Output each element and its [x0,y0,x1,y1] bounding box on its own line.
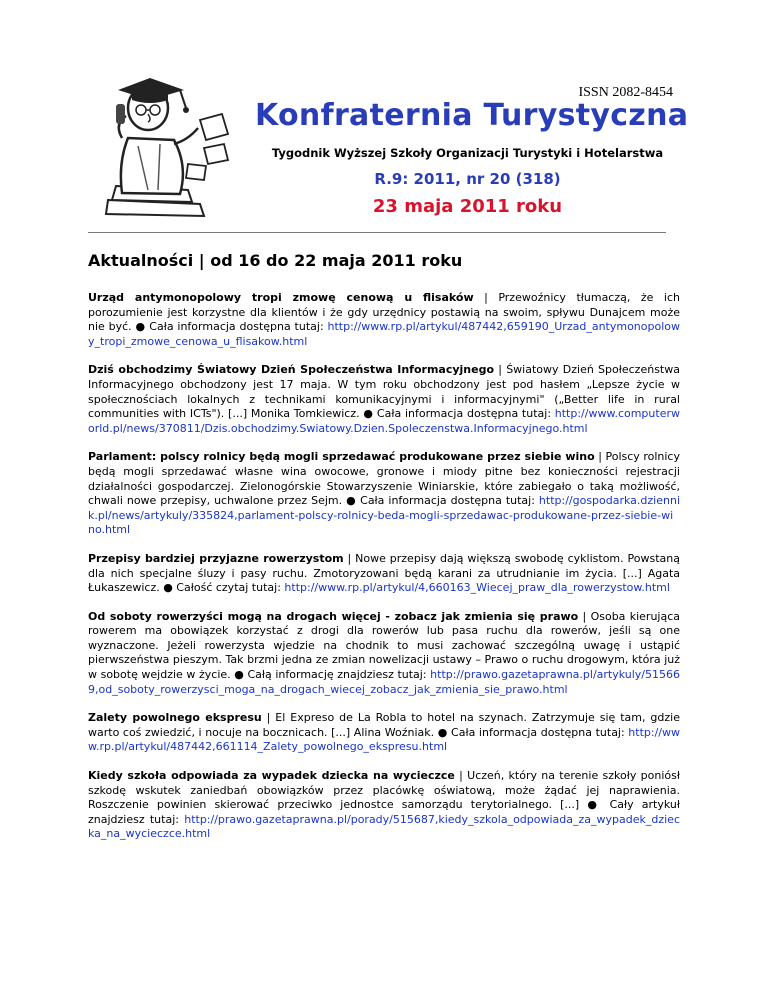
article-body: | Przewoźnicy tłumaczą, że ich porozumienie jest korzystne dla klientów i że gdy urzędnicy postawią na swoim, spływu Dunajcem może nie być. ● Cała informacja dostępna tutaj: [88,291,680,334]
scholar-mascot-logo [88,68,250,218]
article-headline: Dziś obchodzimy Światowy Dzień Społeczeństwa Informacyjnego [88,363,495,377]
article-link[interactable]: http://www.rp.pl/artykul/487442,659190_Urzad_antymonopolowy_tropi_zmowe_cenowa_u_flisakow.html [88,320,680,348]
article-link[interactable]: http://www.computerworld.pl/news/370811/Dzis.obchodzimy.Swiatowy.Dzien.Spoleczenstwa.Informacyjnego.html [88,407,680,435]
header-divider [88,232,666,233]
article-item [88,291,680,349]
article-headline: Kiedy szkoła odpowiada za wypadek dziecka na wycieczce [88,769,455,783]
article-list [88,291,680,856]
article-link[interactable]: http://www.rp.pl/artykul/4,660163_Wiecej_praw_dla_rowerzystow.html [284,581,670,595]
article-item [88,769,680,842]
article-body: | Nowe przepisy dają większą swobodę cyklistom. Powstaną dla nich specjalne śluzy i pasy ruchu. Zmotoryzowani będą karani za utrudnianie im życia. [...] Agata Łukaszewicz. ● Całość czytaj tutaj: [88,551,681,595]
article-item [88,711,680,755]
article-headline: Parlament: polscy rolnicy będą mogli sprzedawać produkowane przez siebie wino [88,450,595,464]
article-headline: Przepisy bardziej przyjazne rowerzystom [88,551,344,565]
article-body: | Uczeń, który na terenie szkoły poniósł szkodę wskutek zaniedbań obowiązków przez placówkę oświatową, może żądać jej naprawienia. Roszczenie powinien skierować przeciwko jednostce samorządu terytorialnego. [...] ● Cały artykuł znajdziesz tutaj: [88,769,680,826]
issn-label: ISSN 2082-8454 [578,85,673,100]
article-headline: Od soboty rowerzyści mogą na drogach więcej - zobacz jak zmienia się prawo [88,609,579,623]
article-headline: Zalety powolnego ekspresu [88,711,262,725]
article-body: | Polscy rolnicy będą mogli sprzedawać własne wina owocowe, gronowe i miody pitne bez konieczności rejestracji działalności gospodarczej. Zielonogórskie Stowarzyszenie Winiarskie, które zabiegało o taką możliwość, chwali nowe przepisy, uchwalone przez Sejm. ● Cała informacja dostępna tutaj: [88,450,680,508]
article-link[interactable]: http://prawo.gazetaprawna.pl/porady/515687,kiedy_szkola_odpowiada_za_wypadek_dziecka_na_wycieczce.html [88,812,680,841]
article-item [88,552,680,596]
article-item [88,363,680,436]
newsletter-subtitle: Tygodnik Wyższej Szkoły Organizacji Turystyki i Hotelarstwa [271,146,664,160]
article-item [88,450,680,538]
issue-date: 23 maja 2011 roku [372,196,563,217]
article-body: | El Expreso de La Robla to hotel na szynach. Zatrzymuje się tam, gdzie warto coś zwiedzić, i nocuje na bocznicach. [...] Alina Woźniak. ● Cała informacja dostępna tutaj: [88,711,680,739]
issue-number: R.9: 2011, nr 20 (318) [374,170,561,188]
article-body: | Osoba kierująca rowerem ma obowiązek korzystać z drogi dla rowerów lub pasa ruchu dla rowerów, jeśli są one wyznaczone. Jeżeli rowerzysta wjedzie na chodnik to musi zachować szczególną uwagę i ustąpić pierwszeństwa pieszym. Tak brzmi jedna ze zmian nowelizacji ustawy – Prawo o ruchu drogowym, która już w sobotę wejdzie w życie. ● Całą informację znajdziesz tutaj: [88,609,681,682]
newsletter-title: Konfraternia Turystyczna [255,98,689,133]
article-link[interactable]: http://prawo.gazetaprawna.pl/artykuly/515669,od_soboty_rowerzysci_moga_na_drogach_wiecej_zobacz_jak_zmienia_sie_prawo.html [88,668,680,696]
article-item [88,610,680,698]
article-body: | Światowy Dzień Społeczeństwa Informacyjnego obchodzony jest 17 maja. W tym roku obchodzony jest pod hasłem „Lepsze życie w społecznościach lokalnych z technikami komunikacyjnymi i informacyjnymi" („Better life in rural communities with ICTs"). [...] Monika Tomkiewicz. ● Cała informacja dostępna tutaj: [88,363,680,421]
article-link[interactable]: http://www.rp.pl/artykul/487442,661114_Zalety_powolnego_ekspresu.html [88,725,680,754]
article-headline: Urząd antymonopolowy tropi zmowę cenową u flisaków [88,291,474,304]
section-heading: Aktualności | od 16 do 22 maja 2011 roku [88,251,463,270]
article-link[interactable]: http://gospodarka.dziennik.pl/news/artykuly/335824,parlament-polscy-rolnicy-beda-mogli-sprzedawac-produkowane-przez-siebie-wino.html [88,494,680,537]
